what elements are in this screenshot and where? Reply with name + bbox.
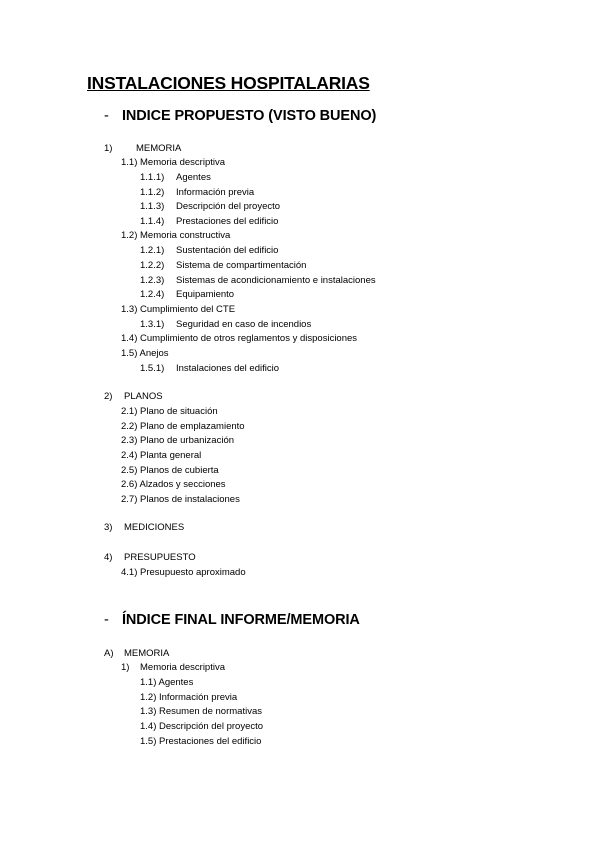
item-label: Sustentación del edificio (176, 245, 279, 256)
item-number: 4) (104, 552, 113, 563)
toc-item: 2.5) Planos de cubierta (121, 465, 219, 476)
toc-item: 1.2) Información previa (140, 692, 238, 703)
item-label: Memoria descriptiva (140, 662, 225, 673)
item-number: 2) (104, 391, 113, 402)
item-number: 1.1.3) (140, 201, 165, 212)
item-number: 1.2.1) (140, 245, 165, 256)
item-label: MEDICIONES (124, 522, 185, 533)
item-number: 1.3.1) (140, 319, 165, 330)
item-label: Prestaciones del edificio (176, 216, 279, 227)
item-label: Agentes (176, 172, 211, 183)
item-number: 1.1.4) (140, 216, 165, 227)
item-number: 1.2.4) (140, 289, 165, 300)
item-label: MEMORIA (124, 648, 170, 659)
item-number: 1.1.2) (140, 187, 165, 198)
section-title: INDICE PROPUESTO (VISTO BUENO) (122, 108, 377, 124)
item-label: Información previa (176, 187, 255, 198)
item-label: PLANOS (124, 391, 163, 402)
item-number: 1) (121, 662, 130, 673)
item-label: Descripción del proyecto (176, 201, 281, 212)
item-label: Sistemas de acondicionamiento e instalaciones (176, 275, 376, 286)
item-label: Equipamiento (176, 289, 235, 300)
item-number: 1.5.1) (140, 363, 165, 374)
toc-item: 1.1) Agentes (140, 677, 194, 688)
toc-item: 1.4) Descripción del proyecto (140, 721, 264, 732)
toc-item: 2.1) Plano de situación (121, 406, 218, 417)
item-number: 1.2.3) (140, 275, 165, 286)
document-title: INSTALACIONES HOSPITALARIAS (87, 73, 370, 93)
item-number: 3) (104, 522, 113, 533)
toc-item: 2.3) Plano de urbanización (121, 435, 235, 446)
toc-item: 1.3) Resumen de normativas (140, 706, 262, 717)
item-label: Seguridad en caso de incendios (176, 319, 312, 330)
toc-item: 2.6) Alzados y secciones (121, 479, 226, 490)
item-number: A) (104, 648, 114, 659)
toc-item: 1.1) Memoria descriptiva (121, 157, 226, 168)
toc-item: 1.3) Cumplimiento del CTE (121, 304, 236, 315)
item-number: 1) (104, 143, 113, 154)
item-label: Sistema de compartimentación (176, 260, 307, 271)
item-number: 1.2.2) (140, 260, 165, 271)
toc-item: 4.1) Presupuesto aproximado (121, 567, 246, 578)
toc-item: 2.2) Plano de emplazamiento (121, 421, 245, 432)
item-number: 1.1.1) (140, 172, 165, 183)
item-label: MEMORIA (136, 143, 182, 154)
section-title: ÍNDICE FINAL INFORME/MEMORIA (122, 612, 360, 628)
section-dash: - (104, 612, 109, 628)
item-label: PRESUPUESTO (124, 552, 196, 563)
toc-item: 2.4) Planta general (121, 450, 202, 461)
section-dash: - (104, 108, 109, 124)
item-label: Instalaciones del edificio (176, 363, 279, 374)
toc-item: 1.4) Cumplimiento de otros reglamentos y disposiciones (121, 333, 358, 344)
toc-item: 2.7) Planos de instalaciones (121, 494, 240, 505)
toc-item: 1.2) Memoria constructiva (121, 230, 231, 241)
toc-item: 1.5) Anejos (121, 348, 169, 359)
toc-item: 1.5) Prestaciones del edificio (140, 736, 262, 747)
